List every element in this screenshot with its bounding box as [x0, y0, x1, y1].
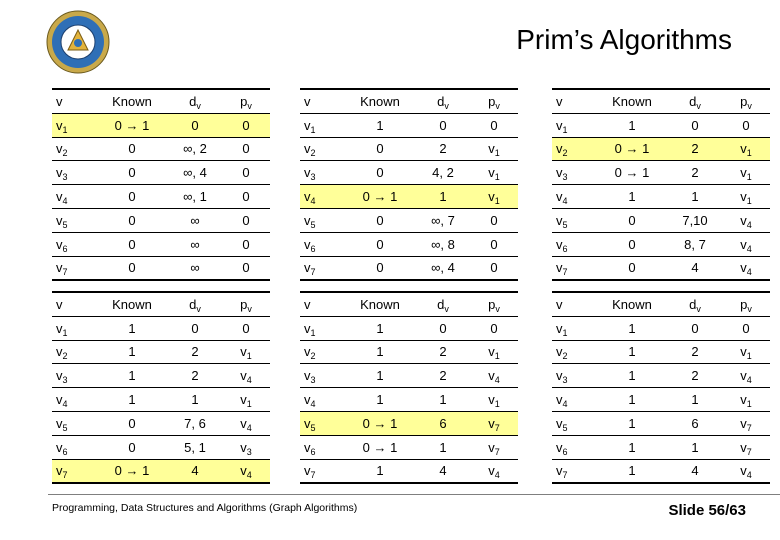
table-cell: $v_6$ — [556, 439, 568, 457]
table-cell: 0 — [490, 260, 498, 276]
table-cell: 0 — [128, 165, 136, 181]
table-cell: 0 — [242, 165, 250, 181]
table-cell: 2 — [191, 368, 199, 384]
table-cell: $v_6$ — [56, 236, 68, 254]
table-row — [300, 316, 518, 340]
table-row — [552, 411, 770, 435]
table-header-row — [52, 292, 270, 316]
table-cell: 0 — [128, 260, 136, 276]
table-cell: $v_1$ — [556, 320, 568, 338]
table-cell: 1 — [376, 117, 384, 133]
table-cell: $v_4$ — [740, 236, 752, 254]
table-row — [552, 137, 770, 161]
table-cell: $v_1$ — [488, 165, 500, 183]
table-header-row — [300, 89, 518, 113]
table-cell: $v_2$ — [552, 137, 596, 161]
table-cell: 0 — [242, 141, 250, 157]
column-header: v — [304, 296, 311, 312]
table-cell: 1 — [376, 320, 384, 336]
prim-table-2 — [300, 88, 518, 281]
table-cell: 1 — [128, 344, 136, 360]
table-cell: 4 — [691, 463, 699, 479]
slide-title: Prim’s Algorithms — [516, 24, 732, 55]
table-row — [300, 256, 518, 280]
table-cell: $v_2$ — [56, 141, 68, 159]
table-cell: $v_4$ — [304, 392, 316, 410]
table-row — [52, 364, 270, 388]
table-cell: $v_4$ — [740, 260, 752, 278]
table-cell: 0 → 1 — [344, 411, 416, 435]
table-cell: 0 → 1 — [344, 185, 416, 209]
table-cell: $v_1$ — [740, 189, 752, 207]
column-header: Known — [612, 93, 652, 109]
table-row — [552, 161, 770, 185]
column-header: Known — [612, 296, 652, 312]
table-cell: $v_1$ — [740, 392, 752, 410]
table-cell: 0 — [376, 260, 384, 276]
table-row — [52, 388, 270, 412]
table-cell: ∞, 4 — [431, 260, 455, 276]
table-row — [552, 316, 770, 340]
table-cell: ∞ — [190, 236, 200, 252]
column-header: $p_v$ — [740, 296, 752, 314]
table-cell: 1 — [628, 320, 636, 336]
table-cell: 1 — [691, 189, 699, 205]
table-cell: 8, 7 — [684, 236, 706, 252]
table-cell: $v_4$ — [240, 415, 252, 433]
column-header: $d_v$ — [437, 296, 449, 314]
table-row — [300, 161, 518, 185]
column-header: v — [56, 296, 63, 312]
table-cell: 1 — [628, 368, 636, 384]
table-cell: 1 — [128, 368, 136, 384]
table-cell: $v_7$ — [470, 411, 518, 435]
table-cell: $v_1$ — [740, 344, 752, 362]
table-cell: 0 — [376, 236, 384, 252]
table-cell: $v_2$ — [556, 344, 568, 362]
table-cell: $v_4$ — [300, 185, 344, 209]
table-cell: $v_1$ — [488, 344, 500, 362]
table-cell: 0 — [490, 117, 498, 133]
table-header-row — [552, 292, 770, 316]
table-cell: $v_6$ — [556, 236, 568, 254]
table-row — [52, 113, 270, 137]
table-row — [300, 459, 518, 483]
table-row — [552, 340, 770, 364]
table-cell: $v_5$ — [304, 212, 316, 230]
table-cell: 1 — [439, 439, 447, 455]
table-cell: $v_7$ — [556, 260, 568, 278]
table-header-row — [300, 292, 518, 316]
table-cell: $v_3$ — [304, 368, 316, 386]
table-cell: $v_6$ — [304, 439, 316, 457]
column-header: $p_v$ — [488, 93, 500, 111]
table-cell: 2 — [439, 344, 447, 360]
table-cell: $v_4$ — [740, 463, 752, 481]
table-cell: $v_4$ — [488, 368, 500, 386]
table-cell: 1 — [416, 185, 470, 209]
table-row — [52, 316, 270, 340]
table-cell: $v_3$ — [56, 368, 68, 386]
table-row — [300, 113, 518, 137]
table-cell: 1 — [628, 439, 636, 455]
table-row — [300, 185, 518, 209]
table-cell: 0 — [742, 117, 750, 133]
table-cell: 7,10 — [682, 212, 708, 228]
table-cell: 0 — [376, 165, 384, 181]
column-header: $d_v$ — [437, 93, 449, 111]
table-cell: $v_5$ — [56, 212, 68, 230]
table-row — [552, 459, 770, 483]
column-header: Known — [112, 93, 152, 109]
table-cell: ∞ — [190, 212, 200, 228]
table-cell: $v_7$ — [304, 463, 316, 481]
table-cell: $v_2$ — [304, 344, 316, 362]
table-cell: $v_1$ — [488, 392, 500, 410]
column-header: v — [304, 93, 311, 109]
table-cell: $v_4$ — [222, 459, 270, 483]
table-cell: $v_1$ — [52, 113, 96, 137]
table-cell: $v_1$ — [240, 344, 252, 362]
table-cell: 0 — [490, 212, 498, 228]
table-row — [300, 388, 518, 412]
table-cell: $v_7$ — [52, 459, 96, 483]
table-cell: 2 — [439, 368, 447, 384]
table-row — [300, 137, 518, 161]
table-cell: 0 — [242, 189, 250, 205]
table-cell: 1 — [376, 344, 384, 360]
table-cell: $v_7$ — [740, 439, 752, 457]
prim-table-1 — [52, 88, 270, 281]
prim-table-6 — [552, 291, 770, 484]
table-cell: ∞, 8 — [431, 236, 455, 252]
table-row — [552, 435, 770, 459]
table-cell: 0 — [128, 236, 136, 252]
table-row — [552, 232, 770, 256]
slide-number: Slide 56/63 — [668, 502, 746, 519]
table-cell: 2 — [691, 344, 699, 360]
table-cell: 1 — [691, 439, 699, 455]
table-cell: $v_6$ — [56, 439, 68, 457]
table-cell: $v_7$ — [304, 260, 316, 278]
table-cell: $v_1$ — [722, 137, 770, 161]
table-header-row — [552, 89, 770, 113]
table-cell: 1 — [628, 415, 636, 431]
table-cell: 0 — [128, 141, 136, 157]
table-row — [52, 435, 270, 459]
table-row — [552, 113, 770, 137]
table-cell: $v_4$ — [740, 212, 752, 230]
table-cell: 6 — [691, 415, 699, 431]
table-cell: 0 — [128, 439, 136, 455]
table-row — [52, 256, 270, 280]
table-cell: $v_5$ — [300, 411, 344, 435]
column-header: $d_v$ — [189, 93, 201, 111]
table-cell: 0 — [242, 236, 250, 252]
table-cell: $v_7$ — [488, 439, 500, 457]
table-cell: $v_1$ — [470, 185, 518, 209]
table-header-row — [52, 89, 270, 113]
table-cell: 0 — [628, 236, 636, 252]
column-header: $p_v$ — [488, 296, 500, 314]
column-header: Known — [360, 296, 400, 312]
table-cell: 0 — [168, 113, 222, 137]
table-cell: 6 — [416, 411, 470, 435]
table-cell: 0 — [628, 212, 636, 228]
table-cell: $v_5$ — [556, 415, 568, 433]
table-cell: 0 → 1 — [96, 113, 168, 137]
table-cell: $v_2$ — [56, 344, 68, 362]
table-cell: 0 — [691, 117, 699, 133]
column-header: $p_v$ — [240, 296, 252, 314]
column-header: v — [56, 93, 63, 109]
table-cell: $v_4$ — [556, 392, 568, 410]
column-header: $p_v$ — [740, 93, 752, 111]
table-row — [300, 340, 518, 364]
table-cell: 0 — [439, 320, 447, 336]
table-row — [52, 185, 270, 209]
table-cell: 1 — [628, 392, 636, 408]
table-cell: $v_1$ — [488, 141, 500, 159]
table-cell: 1 — [628, 189, 636, 205]
table-row — [300, 232, 518, 256]
table-row — [552, 256, 770, 280]
table-cell: 2 — [191, 344, 199, 360]
table-row — [52, 137, 270, 161]
table-cell: 0 → 1 — [614, 165, 650, 181]
table-cell: 1 — [691, 392, 699, 408]
table-row — [52, 161, 270, 185]
table-cell: 0 — [376, 212, 384, 228]
table-cell: $v_4$ — [56, 392, 68, 410]
table-cell: 1 — [191, 392, 199, 408]
column-header: $d_v$ — [189, 296, 201, 314]
table-cell: 0 — [128, 415, 136, 431]
table-cell: 0 — [222, 113, 270, 137]
table-row — [52, 411, 270, 435]
prim-table-3 — [552, 88, 770, 281]
table-cell: 0 — [439, 117, 447, 133]
table-cell: 0 — [242, 260, 250, 276]
table-cell: 0 — [242, 212, 250, 228]
prim-table-5 — [300, 291, 518, 484]
table-cell: 1 — [439, 392, 447, 408]
table-cell: 1 — [376, 368, 384, 384]
table-cell: $v_1$ — [240, 392, 252, 410]
table-cell: $v_1$ — [556, 117, 568, 135]
table-row — [300, 208, 518, 232]
table-cell: 4 — [439, 463, 447, 479]
table-row — [552, 388, 770, 412]
table-cell: $v_7$ — [556, 463, 568, 481]
table-cell: 0 — [128, 212, 136, 228]
table-cell: $v_4$ — [56, 189, 68, 207]
table-row — [52, 459, 270, 483]
table-cell: 0 — [242, 320, 250, 336]
table-cell: 0 — [490, 236, 498, 252]
table-cell: $v_5$ — [56, 415, 68, 433]
table-cell: $v_3$ — [56, 165, 68, 183]
table-cell: $v_3$ — [240, 439, 252, 457]
column-header: $d_v$ — [689, 93, 701, 111]
table-cell: 1 — [376, 392, 384, 408]
table-cell: $v_2$ — [304, 141, 316, 159]
table-row — [552, 185, 770, 209]
table-row — [52, 340, 270, 364]
table-cell: 4, 2 — [432, 165, 454, 181]
table-cell: ∞ — [190, 260, 200, 276]
table-cell: 1 — [628, 344, 636, 360]
table-cell: $v_3$ — [556, 165, 568, 183]
table-cell: $v_3$ — [556, 368, 568, 386]
university-seal-icon — [46, 10, 110, 74]
table-row — [300, 435, 518, 459]
table-cell: 1 — [628, 463, 636, 479]
table-cell: 0 → 1 — [596, 137, 668, 161]
table-cell: $v_1$ — [304, 320, 316, 338]
column-header: v — [556, 93, 563, 109]
column-header: Known — [360, 93, 400, 109]
table-cell: 4 — [691, 260, 699, 276]
table-cell: $v_7$ — [56, 260, 68, 278]
table-cell: $v_6$ — [304, 236, 316, 254]
table-row — [52, 208, 270, 232]
table-cell: ∞, 4 — [183, 165, 207, 181]
table-cell: 7, 6 — [184, 415, 206, 431]
table-cell: 0 → 1 — [362, 439, 398, 455]
table-cell: $v_5$ — [556, 212, 568, 230]
table-cell: 0 — [742, 320, 750, 336]
column-header: Known — [112, 296, 152, 312]
table-cell: $v_4$ — [740, 368, 752, 386]
table-row — [300, 364, 518, 388]
table-cell: $v_1$ — [740, 165, 752, 183]
table-cell: 1 — [628, 117, 636, 133]
table-cell: 0 → 1 — [96, 459, 168, 483]
table-row — [552, 208, 770, 232]
column-header: $p_v$ — [240, 93, 252, 111]
table-cell: 2 — [439, 141, 447, 157]
table-cell: 1 — [128, 320, 136, 336]
table-cell: $v_4$ — [240, 368, 252, 386]
table-cell: 0 — [691, 320, 699, 336]
table-cell: 1 — [376, 463, 384, 479]
table-cell: ∞, 7 — [431, 212, 455, 228]
table-row — [300, 411, 518, 435]
table-cell: $v_4$ — [488, 463, 500, 481]
table-cell: $v_4$ — [556, 189, 568, 207]
table-cell: 0 — [191, 320, 199, 336]
table-row — [52, 232, 270, 256]
table-cell: 0 — [376, 141, 384, 157]
table-cell: $v_1$ — [56, 320, 68, 338]
table-cell: 0 — [128, 189, 136, 205]
table-cell: 2 — [691, 165, 699, 181]
column-header: v — [556, 296, 563, 312]
table-cell: ∞, 2 — [183, 141, 207, 157]
table-cell: 5, 1 — [184, 439, 206, 455]
prim-table-4 — [52, 291, 270, 484]
table-cell: 2 — [691, 368, 699, 384]
table-cell: ∞, 1 — [183, 189, 207, 205]
footer-divider — [48, 494, 780, 495]
table-cell: $v_7$ — [740, 415, 752, 433]
table-cell: 0 — [490, 320, 498, 336]
table-cell: $v_1$ — [304, 117, 316, 135]
table-cell: 1 — [128, 392, 136, 408]
column-header: $d_v$ — [689, 296, 701, 314]
slide-footer: Programming, Data Structures and Algorithms (Graph Algorithms) — [52, 502, 358, 514]
table-cell: $v_3$ — [304, 165, 316, 183]
table-cell: 2 — [668, 137, 722, 161]
table-cell: 4 — [168, 459, 222, 483]
table-row — [552, 364, 770, 388]
table-cell: 0 — [628, 260, 636, 276]
